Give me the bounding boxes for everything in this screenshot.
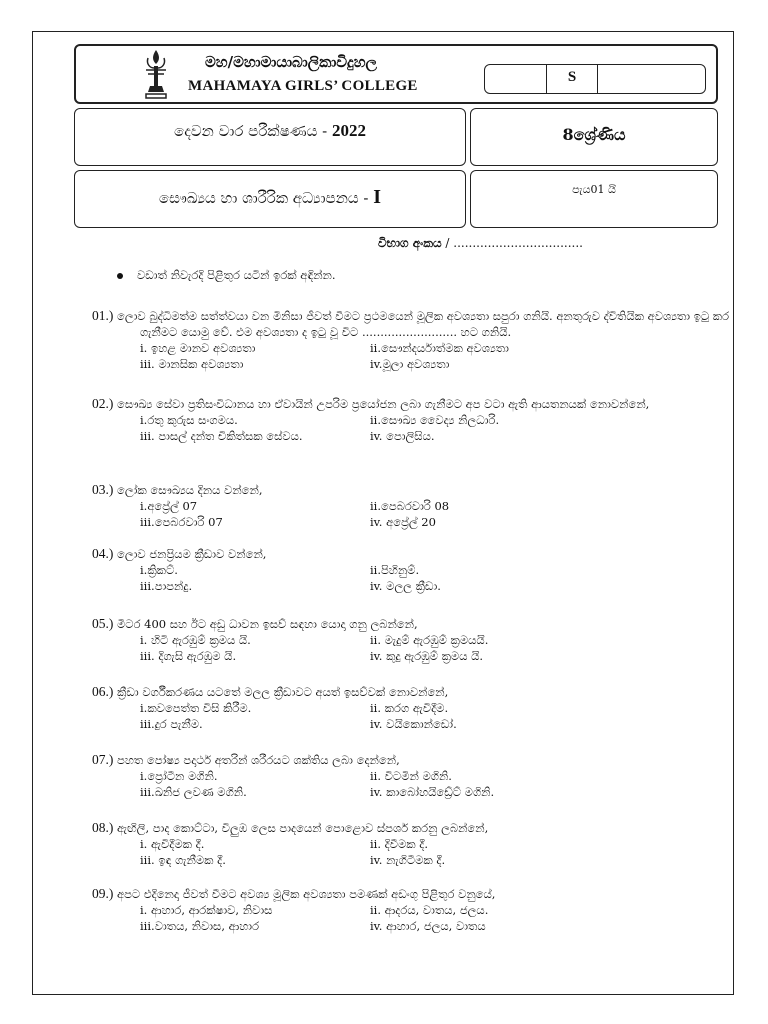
question-number: 05.): [92, 616, 114, 631]
option[interactable]: ii. මැදුම් ඇරඹුම් ක්‍රමයයි.: [370, 633, 489, 647]
option[interactable]: ii. ආදරය, වාතය, ජලය.: [370, 903, 489, 917]
options: [92, 412, 732, 444]
exam-title-box: [74, 108, 466, 166]
option[interactable]: iii.ඛනිජ ලවණ මගිනි.: [140, 785, 247, 799]
option[interactable]: i.රතු කුරුස සංගමය.: [140, 413, 238, 427]
school-name-sinhala: මහ/මහාමායාබාලිකාවිදුහල: [205, 53, 377, 71]
question-number: 09.): [92, 886, 114, 901]
question-body: සෞඛ්‍ය සේවා ප්‍රතිසංවිධානය හා ඒවායින් උපරිම ප්‍රයෝජන ලබා ගැනීමට අප වටා ඇති ආයතනයක් නොවන්නේ,: [117, 397, 650, 411]
school-name-english: MAHAMAYA GIRLS’ COLLEGE: [188, 78, 418, 94]
index-number-label: විභාග අංකය: [378, 236, 442, 250]
question-number: 03.): [92, 482, 114, 497]
question-number: 01.): [92, 308, 114, 323]
grade-label: 8ශ්‍රේණිය: [562, 125, 626, 144]
option[interactable]: iv. කුදු ඇරඹුම් ක්‍රමය යි.: [370, 649, 484, 663]
options: [92, 562, 732, 594]
option[interactable]: iv. අප්‍රේල් 20: [370, 515, 436, 529]
question: [92, 616, 732, 664]
option[interactable]: ii.සෞඛ්‍ය වෛද්‍ය නිලධාරි.: [370, 413, 500, 427]
school-crest-icon: [142, 48, 170, 100]
exam-term: දෙවන වාර පරීක්ෂණය -: [174, 122, 328, 140]
exam-year: 2022: [331, 121, 366, 140]
option[interactable]: ii. දිවීමක දී.: [370, 837, 429, 851]
option[interactable]: ii.සෞන්දර්යාත්මක අවශ්‍යතා: [370, 341, 509, 355]
question: [92, 752, 732, 800]
question-text: [92, 396, 732, 412]
options: [92, 768, 732, 800]
question-text: [92, 482, 732, 498]
instruction: [117, 268, 336, 283]
question: [92, 482, 732, 530]
subject-box: [74, 170, 466, 228]
option[interactable]: i.අප්‍රේල් 07: [140, 499, 198, 513]
question-body: මීටර 400 සහ ඊට අඩු ධාවන ඉසව් සඳහා යොදා ගනු ලබන්නේ,: [117, 617, 418, 631]
option[interactable]: ii.පෙබරවාරි 08: [370, 499, 450, 513]
option[interactable]: iii.වාතය, නිවාස, ආහාර: [140, 919, 260, 933]
option[interactable]: iii.පාපන්දු.: [140, 579, 193, 593]
question-body: ලොව ජනප්‍රියම ක්‍රීඩාව වන්නේ,: [117, 547, 267, 561]
option[interactable]: i. ඉහළ මානව අවශ්‍යතා: [140, 341, 256, 355]
question-body: පහත පෝෂ්‍ය පදාර්ථ අතරින් ශරීරයට ශක්තිය ලබා දෙන්නේ,: [117, 753, 400, 767]
option[interactable]: iii. ඉඳ ගැනීමක දී.: [140, 853, 226, 867]
question-text: [92, 820, 732, 836]
question-number: 04.): [92, 546, 114, 561]
question-body: ඇඟිලි, පාද කොට්ටා, විලුඹ ලෙස පාදයෙන් පොළොව ස්පර්ශ කරනු ලබන්නේ,: [117, 821, 489, 835]
option[interactable]: iv. ආහාර, ජලය, වාතය: [370, 919, 486, 933]
question-text: [92, 752, 732, 768]
question: [92, 886, 732, 934]
question-number: 08.): [92, 820, 114, 835]
question: [92, 308, 732, 372]
question-body: ලොව බුද්ධිමත්ම සත්ත්වයා වන මිනිසා ජීවත් වීමට ප්‍රථමයෙන් මූලික අවශ්‍යතා සපුරා ගනියි. අනතුරුව ද්විතියික අවශ්‍යතා ඉටු කර ගැනීමට යොමු වේ. එම අවශ්‍යතා ද ඉටු වූ විට .......................... හට ගනියි.: [117, 309, 730, 339]
instruction-text: වඩාත් නිවැරදි පිළිතුර යටින් ඉරක් අඳින්න.: [137, 268, 336, 282]
question: [92, 820, 732, 868]
option[interactable]: i. ඇවිදීමක දී.: [140, 837, 205, 851]
options: [92, 836, 732, 868]
grade-box: [470, 108, 718, 166]
index-number-line: [378, 236, 583, 251]
paper-part: I: [373, 186, 382, 208]
option[interactable]: iii. මානසික අවශ්‍යතා: [140, 357, 244, 371]
subject-code: S: [567, 69, 577, 85]
question: [92, 546, 732, 594]
duration-label: පැය01 යි: [572, 183, 616, 196]
question-text: [92, 616, 732, 632]
question-body: ලෝක සෞඛ්‍යය දිනය වන්නේ,: [117, 483, 263, 497]
question-body: ක්‍රීඩා වර්ගීකරණය යටතේ මලල ක්‍රීඩාවට අයත් ඉසව්වක් නොවන්නේ,: [117, 685, 449, 699]
option[interactable]: iii.දුර පැනීම.: [140, 717, 203, 731]
question-text: [92, 886, 732, 902]
options: [92, 632, 732, 664]
index-number-blank: / ..................................: [445, 236, 583, 250]
question-number: 06.): [92, 684, 114, 699]
question-text: [92, 308, 732, 340]
bullet-icon: [117, 273, 123, 279]
option[interactable]: i.ප්‍රෝටීන මගිනි.: [140, 769, 218, 783]
option[interactable]: iii. දිගැසි ඇරඹුම යි.: [140, 649, 237, 663]
option[interactable]: ii.පිහිනුම්.: [370, 563, 420, 577]
option[interactable]: iii. පාසල් දන්ත චිකිත්සක සේවය.: [140, 429, 303, 443]
question: [92, 396, 732, 444]
option[interactable]: iv. පොලිසිය.: [370, 429, 435, 443]
option[interactable]: iii.පෙබරවාරි 07: [140, 515, 223, 529]
option[interactable]: iv. මලල ක්‍රීඩා.: [370, 579, 441, 593]
exam-title: [75, 121, 465, 141]
option[interactable]: i. ආහාර, ආරක්ෂාව, නිවාස: [140, 903, 273, 917]
option[interactable]: iv.මූලා අවශ්‍යතා: [370, 357, 450, 371]
question-body: අපට එදිනෙදා ජීවත් වීමට අවශ්‍ය මූලික අවශ්‍යතා පමණක් අඩංගු පිළිතුර වනුයේ,: [117, 887, 496, 901]
question-text: [92, 546, 732, 562]
options: [92, 700, 732, 732]
subject-title: [75, 186, 465, 209]
options: [92, 902, 732, 934]
question-number: 07.): [92, 752, 114, 767]
option[interactable]: iv. කාබෝහයිඩ්‍රේට් මගිනි.: [370, 785, 495, 799]
option[interactable]: i.ක්‍රිකට්.: [140, 563, 178, 577]
option[interactable]: ii. විටමින් මගිනි.: [370, 769, 452, 783]
subject-name: සෞඛ්‍යය හා ශාරීරික අධ්‍යාපනය -: [158, 189, 369, 207]
option[interactable]: ii. කරග ඇවිදීම.: [370, 701, 449, 715]
option[interactable]: i.කවපෙත්ත විසි කිරීම.: [140, 701, 252, 715]
question: [92, 684, 732, 732]
options: [92, 340, 732, 372]
question-text: [92, 684, 732, 700]
duration-box: [470, 170, 718, 228]
option[interactable]: i. හිටි ඇරඹුම් ක්‍රමය යි.: [140, 633, 251, 647]
option[interactable]: iv. නැගිටීමක දී.: [370, 853, 446, 867]
options: [92, 498, 732, 530]
question-number: 02.): [92, 396, 114, 411]
option[interactable]: iv. වයිකොන්ඩෝ.: [370, 717, 457, 731]
